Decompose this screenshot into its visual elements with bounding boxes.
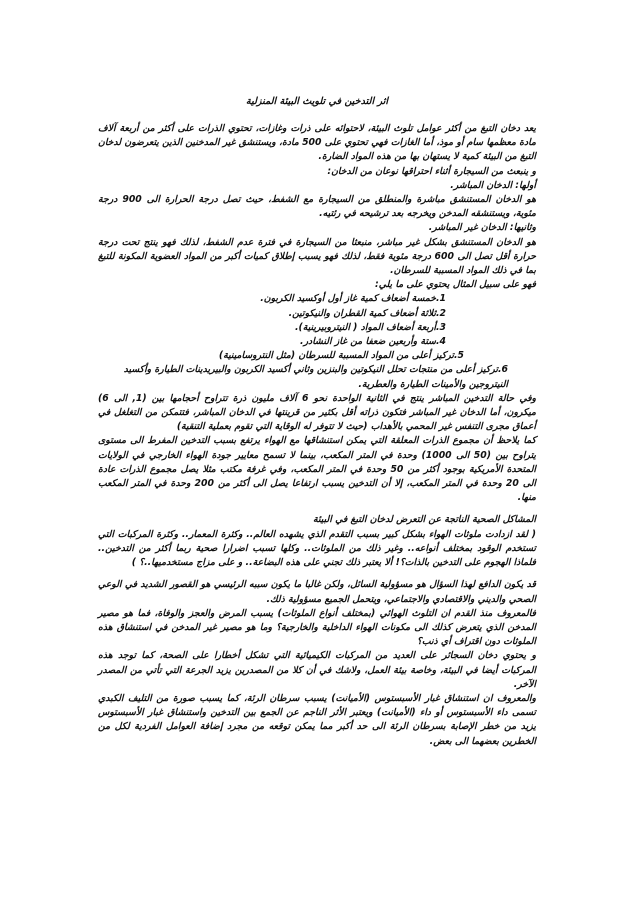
list-item: 2.ثلاثة أضعاف كمية القطران والنيكوتين. — [288, 307, 446, 319]
paragraph-quoted-question: ( لقد ازدادت ملوثات الهواء بشكل كبير بسبب التقدم الذي يشهده العالم.. وكثرة المعمار.. وكثرة المركبات التي تستخدم الوقود بمختلف أنواعه.. وغير ذلك من الملوثات.. وكلها تسبب اضرارا صحية ربما أكثر من التدخين.. فلماذا الهجوم على التدخين بالذات؟! ألا يعتبر ذلك تجني على هذه البضاعة.. و على مزاج مستخدميها..؟ ) — [98, 528, 536, 569]
paragraph-tobacco-smoke-intro: يعد دخان التبغ من أكثر عوامل تلوث البيئة، لاحتوائه على ذرات وغازات، تحتوي الذرات على أكثر من أربعة آلاف مادة معظمها سام أو موذ، أما الغازات فهي تحتوي على 500 مادة، ويستنشق غير المدخنين الذين يتعرضون لدخان التبغ من البيئة كمية لا يستهان بها من هذه المواد الضارة. — [98, 123, 536, 163]
paragraph-direct-smoke: هو الدخان المستنشق مباشرة والمنطلق من السيجارة مع الشفط، حيث تصل درجة الحرارة الى 900 درجة مئوية، ويستنشقه المدخن ويخرجه بعد ترشيحه في رئتيه. — [98, 194, 536, 220]
paragraph-particle-sizes: وفي حالة التدخين المباشر ينتج في الثانية الواحدة نحو 6 آلاف مليون ذرة تتراوح أحجامها بين (1, الى 6) ميكرون، أما الدخان غير المباشر فتكون ذراته أقل بكثير من قرينتها في الدخان المباشر، فتتمكن من التغلغل في أعماق مجرى التنفس غير المحمي بالأهداب (حيث لا تتوفر له الوقاية التي تقوم بعملية التنقية) — [98, 392, 537, 433]
heading-direct-smoke: أولها: الدخان المباشر. — [450, 179, 536, 191]
list-item: 4.ستة وأربعين ضعفا من غاز النشادر. — [300, 336, 446, 348]
paragraph-particle-concentration: كما يلاحظ أن مجموع الذرات المعلقة التي يمكن استنشاقها مع الهواء يرتفع بسبب التدخين المفرط الى مستوى يتراوح بين (50 الى 1000) وحدة في المتر المكعب، بينما لا تسمح معايير جودة الهواء الخارجي في الولايات المتحدة الأمريكية بوجود أكثر من 50 وحدة في المتر المكعب، وفي غرفة مكتب مثلا يصل مجموع الذرات عادة الى 20 وحدة في المتر المكعب، إلا أن التدخين يسبب ارتفاعا يصل الى أكثر من 200 وحدة في المتر المكعب منها. — [98, 435, 536, 504]
paragraph-awareness: قد يكون الدافع لهذا السؤال هو مسؤولية السائل، ولكن غالبا ما يكون سببه الرئيسي هو القصور الشديد في الوعي الصحي والديني والاقتصادي والاجتماعي، ويتحمل الجميع مسؤولية ذلك. — [98, 579, 536, 605]
paragraph-indirect-smoke: هو الدخان المستنشق بشكل غير مباشر، منبعثا من السيجارة في فترة عدم الشفط، لذلك فهو ينتج تحت درجة حرارة أقل تصل الى 600 درجة مئوية فقط، لذلك فهو يسبب إطلاق كميات أكبر من المواد العضوية المكونة للتبغ بما في ذلك المواد المسببة للسرطان. — [98, 236, 536, 277]
list-item: 5.تركيز أعلى من المواد المسببة للسرطان (مثل النتروسامينية) — [218, 350, 464, 362]
paragraph-smoke-types: و ينبعث من السيجارة أثناء احتراقها نوعان من الدخان: — [327, 165, 536, 177]
list-item: 6.تركيز أعلى من منتجات تحلل النيكوتين والبنزين وثاني أكسيد الكربون والبيريدينات الطيارة وأكسيد النيتروجين والأمينات الطيارة والعطرية. — [123, 364, 508, 390]
paragraph-chemical-compounds: و يحتوي دخان السجائر على العديد من المركبات الكيميائية التي تشكل أخطارا على الصحة، كما توجد هذه المركبات أيضا في البيئة، وخاصة بيئة العمل، ولاشك في أن كلا من المصدرين يزيد الجرعة التي تأتي من المصدر الآخر. — [98, 650, 536, 690]
paragraph-list-intro: فهو على سبيل المثال يحتوي على ما يلي: — [375, 279, 536, 291]
list-item: 3.أربعة أضعاف المواد ( النيتروبيرينية). — [294, 321, 446, 333]
list-item: 1.خمسة أضعاف كمية غاز أول أوكسيد الكربون. — [260, 293, 446, 305]
section-heading-health-problems: المشاكل الصحية الناتجة عن التعرض لدخان التبغ في البيئة — [313, 514, 536, 526]
paragraph-air-pollution: فالمعروف منذ القدم ان التلوث الهوائي (بمختلف أنواع الملوثات) يسبب المرض والعجز والوفاة، فما هو مصير المدخن الذي يتعرض كذلك الى مكونات الهواء الداخلية والخارجية؟ وما هو مصير غير المدخن في استنشاق هذه الملوثات دون اقتراف أي ذنب؟ — [98, 607, 536, 648]
heading-indirect-smoke: وثانيها: الدخان غير المباشر. — [428, 222, 536, 234]
paragraph-asbestos: والمعروف ان استنشاق غبار الأسبستوس (الأميانت) يسبب سرطان الرئة، كما يسبب صورة من التليف الكبدي تسمى داء الأسبستوس أو داء (الأميانت) ويعتبر الأثر الناجم عن الجمع بين التدخين واستنشاق غبار الأسبستوس يزيد من خطر الإصابة بسرطان الرئة الى حد أكبر مما يمكن توقعه من مجرد إضافة العوامل الفردية لكل من الخطرين بعضهما الى بعض. — [98, 692, 536, 747]
document-title: اثر التدخين في تلويث البيئة المنزلية — [245, 96, 389, 107]
